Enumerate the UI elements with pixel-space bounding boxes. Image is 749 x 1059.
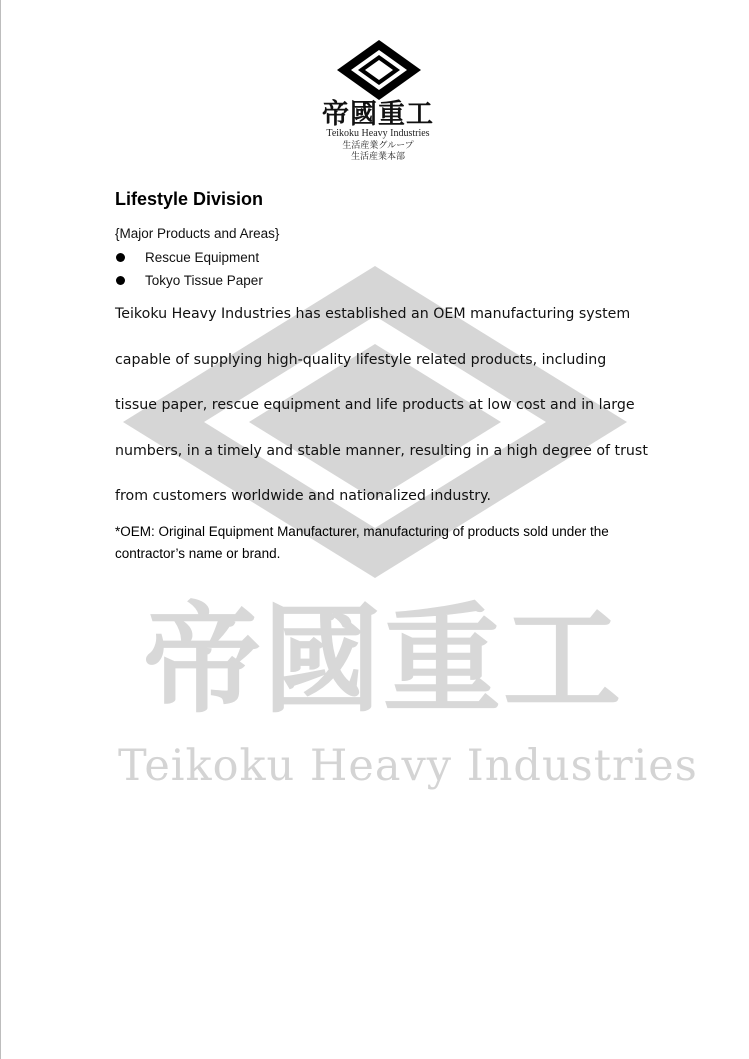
logo-english: Teikoku Heavy Industries xyxy=(326,128,430,139)
section-subheading: {Major Products and Areas} xyxy=(115,226,280,241)
footnote-line: *OEM: Original Equipment Manufacturer, manufacturing of products sold under the xyxy=(115,524,609,539)
page-left-border xyxy=(0,0,1,1059)
logo-sub-line-2: 生活産業本部 xyxy=(350,152,405,162)
watermark-english: Teikoku Heavy Industries xyxy=(118,741,698,791)
paragraph-line: capable of supplying high-quality lifestyle related products, including xyxy=(115,351,607,368)
logo-kanji: 帝國重工 xyxy=(322,99,434,130)
paragraph-line: tissue paper, rescue equipment and life products at low cost and in large xyxy=(115,397,635,414)
paragraph-line: Teikoku Heavy Industries has established an OEM manufacturing system xyxy=(115,306,631,322)
section-heading: Lifestyle Division xyxy=(115,189,264,209)
watermark-kanji: 帝國重工 xyxy=(142,590,623,729)
diamond-logo-icon xyxy=(337,40,421,100)
bullet-icon xyxy=(116,253,125,262)
bullet-icon xyxy=(116,276,125,285)
logo-sub-line-1: 生活産業グループ xyxy=(342,141,414,151)
paragraph-line: numbers, in a timely and stable manner, resulting in a high degree of trust xyxy=(115,442,648,459)
company-logo xyxy=(268,38,488,166)
paragraph-line: from customers worldwide and nationalized industry. xyxy=(115,488,492,505)
description-paragraph xyxy=(115,302,655,530)
footnote-line: contractor’s name or brand. xyxy=(115,546,281,561)
list-item-label: Tokyo Tissue Paper xyxy=(145,273,263,288)
oem-footnote xyxy=(115,521,655,565)
list-item-label: Rescue Equipment xyxy=(145,250,260,265)
